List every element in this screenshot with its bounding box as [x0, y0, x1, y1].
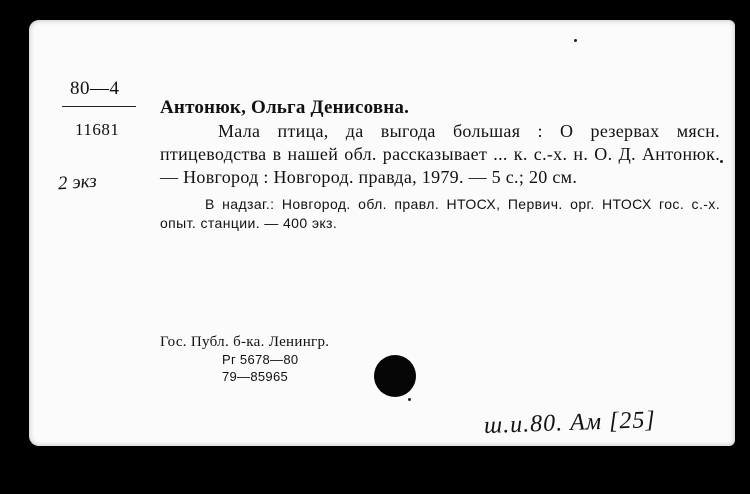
punch-hole — [374, 355, 416, 397]
library-stamp — [160, 333, 329, 385]
registration-code: Рг 5678—80 — [222, 352, 299, 367]
dust-speck — [574, 39, 577, 42]
handwritten-copies-note: 2 экз — [57, 170, 98, 195]
call-number-top: 80—4 — [70, 78, 120, 99]
dust-speck — [720, 160, 723, 163]
publication-note: В надзаг.: Новгород. обл. правл. НТОСХ, Первич. орг. НТОСХ гос. с.-х. опыт. станции. — 400 экз. — [160, 196, 720, 231]
author-heading: Антонюк, Ольга Денисовна. — [160, 97, 410, 118]
card-number: 79—85965 — [222, 369, 289, 384]
title-description: Мала птица, да выгода большая : О резервах мясн. птицеводства в нашей обл. рассказывает ... к. с.-х. н. О. Д. Антонюк. — Новгород : Новгород. правда, 1979. — 5 с.; 20 см. — [160, 121, 720, 187]
handwritten-bottom-note: ш.и.80. Ам [25] — [483, 407, 657, 439]
dust-speck — [408, 398, 411, 401]
call-number-bottom: 11681 — [75, 120, 120, 139]
bibliographic-entry — [160, 96, 720, 233]
call-number-divider — [62, 106, 136, 107]
library-name: Гос. Публ. б-ка. Ленингр. — [160, 334, 330, 350]
